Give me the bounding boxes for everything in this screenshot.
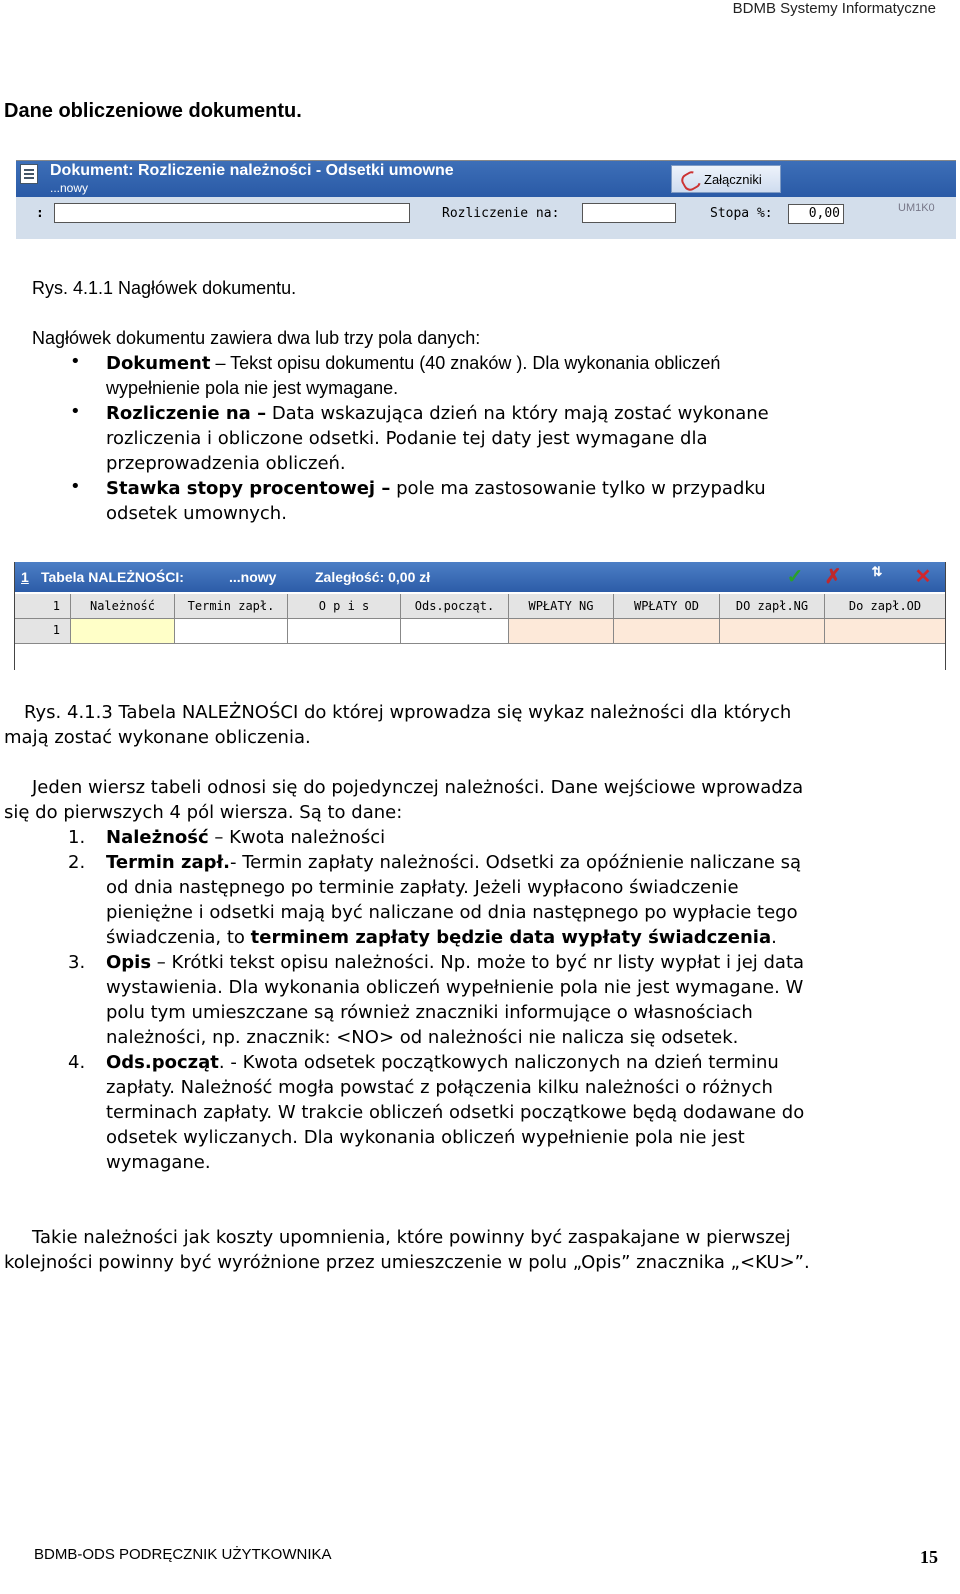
document-fields-row [16,197,956,239]
list-item-4-line3: terminach zapłaty. W trakcie obliczeń odsetki początkowe będą dodawane do [106,1102,805,1123]
list-item-4-line2: zapłaty. Należność mogła powstać z połączenia kilku należności o różnych [106,1077,773,1098]
page-number: 15 [920,1547,938,1567]
table-index: 1 [21,569,29,585]
table-title-bar [15,562,945,592]
list-item-2-line4: świadczenia, to terminem zapłaty będzie data wypłaty świadczenia. [106,927,777,948]
section-title: Dane obliczeniowe dokumentu. [4,100,302,122]
sort-icon[interactable]: ⇅ [871,564,883,579]
column-header-receivable[interactable]: Należność [71,594,175,618]
document-subtitle: ...nowy [50,181,89,195]
list-item-1: Należność – Kwota należności [106,827,386,848]
paragraph-3-line2: kolejności powinny być wyróżnione przez umieszczenie w polu „Opis” znacznika „<KU>”. [4,1252,810,1273]
list-item-4-line1: Ods.począt. - Kwota odsetek początkowych naliczonych na dzień terminu [106,1052,779,1073]
paragraph-3-line1: Takie należności jak koszty upomnienia, które powinny być zaspakajane w pierwszej [32,1227,791,1248]
column-header-index: 1 [15,594,71,618]
check-icon[interactable]: ✓ [786,566,804,588]
column-header-to-pay-ng[interactable]: DO zapł.NG [720,594,825,618]
list-item-3-number: 3. [68,952,86,973]
paperclip-icon [679,169,704,194]
attachments-button[interactable] [671,165,781,193]
table-subtitle: ...nowy [229,569,277,585]
attachments-label: Załączniki [704,172,762,187]
receivable-cell[interactable] [71,619,175,643]
list-item-3-line2: wystawienia. Dla wykonania obliczeń wypełnienie pola nie jest wymagane. W [106,977,804,998]
list-item-4-line5: wymagane. [106,1152,211,1173]
close-icon[interactable]: ✕ [914,566,932,588]
due-date-cell[interactable] [175,619,288,643]
paragraph-2-line1: Jeden wiersz tabeli odnosi się do pojedynczej należności. Dane wejściowe wprowadza [32,777,804,798]
bullet-1-line1: Dokument – Tekst opisu dokumentu (40 znaków ). Dla wykonania obliczeń [106,353,721,374]
bullet-3-line2: odsetek umownych. [106,503,287,524]
document-label: : [36,206,44,221]
delete-row-icon[interactable]: ✗ [824,566,842,588]
bullet-1-marker: • [70,351,81,372]
figure-2-caption-line2: mają zostać wykonane obliczenia. [4,727,311,748]
list-item-2-line1: Termin zapł.- Termin zapłaty należności. Odsetki za opóźnienie naliczane są [106,852,802,873]
bullet-3-line1: Stawka stopy procentowej – pole ma zastosowanie tylko w przypadku [106,478,766,499]
bullet-2-line3: przeprowadzenia obliczeń. [106,453,346,474]
paragraph-2-line2: się do pierwszych 4 pól wiersza. Są to dane: [4,802,403,823]
column-header-payments-ng[interactable]: WPŁATY NG [509,594,614,618]
bullet-3-marker: • [70,476,81,497]
initial-interest-cell[interactable] [401,619,509,643]
document-header-screenshot [16,160,956,239]
list-item-2-line3: pieniężne i odsetki mają być naliczane od dnia następnego po wypłacie tego [106,902,798,923]
arrears-total: Zaległość: 0,00 zł [315,569,431,585]
table-title: Tabela NALEŻNOŚCI: [41,569,184,585]
list-item-1-number: 1. [68,827,86,848]
figure-2-caption-line1: Rys. 4.1.3 Tabela NALEŻNOŚCI do której wprowadza się wykaz należności dla których [24,702,792,723]
list-item-3-line3: polu tym umieszczane są również znaczniki informujące o własnościach [106,1002,753,1023]
payments-ng-cell [509,619,614,643]
bullet-2-marker: • [70,401,81,422]
table-header-row [15,594,945,618]
receivables-table-screenshot [14,562,946,670]
rate-label: Stopa %: [710,206,773,221]
form-code: UM1K0 [898,202,935,214]
footer-title: BDMB-ODS PODRĘCZNIK UŻYTKOWNIKA [34,1546,332,1563]
bullet-1-line2: wypełnienie pola nie jest wymagane. [106,378,399,398]
to-pay-od-cell [825,619,945,643]
list-item-3-line1: Opis – Krótki tekst opisu należności. Np. może to być nr listy wypłat i jej data [106,952,805,973]
column-header-initial-interest[interactable]: Ods.począt. [401,594,509,618]
figure-1-caption: Rys. 4.1.1 Nagłówek dokumentu. [32,278,297,298]
intro-text: Nagłówek dokumentu zawiera dwa lub trzy pola danych: [32,328,481,348]
column-header-due-date[interactable]: Termin zapł. [175,594,288,618]
document-icon [20,164,38,184]
bullet-2-line1: Rozliczenie na – Data wskazująca dzień na który mają zostać wykonane [106,403,769,424]
column-header-description[interactable]: O p i s [288,594,401,618]
list-item-4-number: 4. [68,1052,86,1073]
column-header-to-pay-od[interactable]: Do zapł.OD [848,599,922,613]
document-title: Dokument: Rozliczenie należności - Odsetki umowne [50,162,454,179]
to-pay-ng-cell [720,619,825,643]
running-header: BDMB Systemy Informatyczne [732,0,936,17]
column-header-payments-od[interactable]: WPŁATY OD [614,594,720,618]
document-title-bar [16,161,956,197]
settle-date-input[interactable] [582,203,676,223]
rate-input[interactable]: 0,00 [788,204,844,224]
list-item-2-line2: od dnia następnego po terminie zapłaty. Jeżeli wypłacono świadczenie [106,877,739,898]
list-item-4-line4: odsetek wyliczanych. Dla wykonania obliczeń wypełnienie pola nie jest [106,1127,745,1148]
description-cell[interactable] [288,619,401,643]
row-index-cell: 1 [15,619,71,643]
settle-date-label: Rozliczenie na: [442,206,560,221]
list-item-3-line4: należności, np. znacznik: <NO> od należności nie nalicza się odsetek. [106,1027,739,1048]
payments-od-cell [614,619,720,643]
table-row [15,618,945,644]
list-item-2-number: 2. [68,852,86,873]
bullet-2-line2: rozliczenia i obliczone odsetki. Podanie tej daty jest wymagane dla [106,428,708,449]
document-description-input[interactable] [54,203,410,223]
